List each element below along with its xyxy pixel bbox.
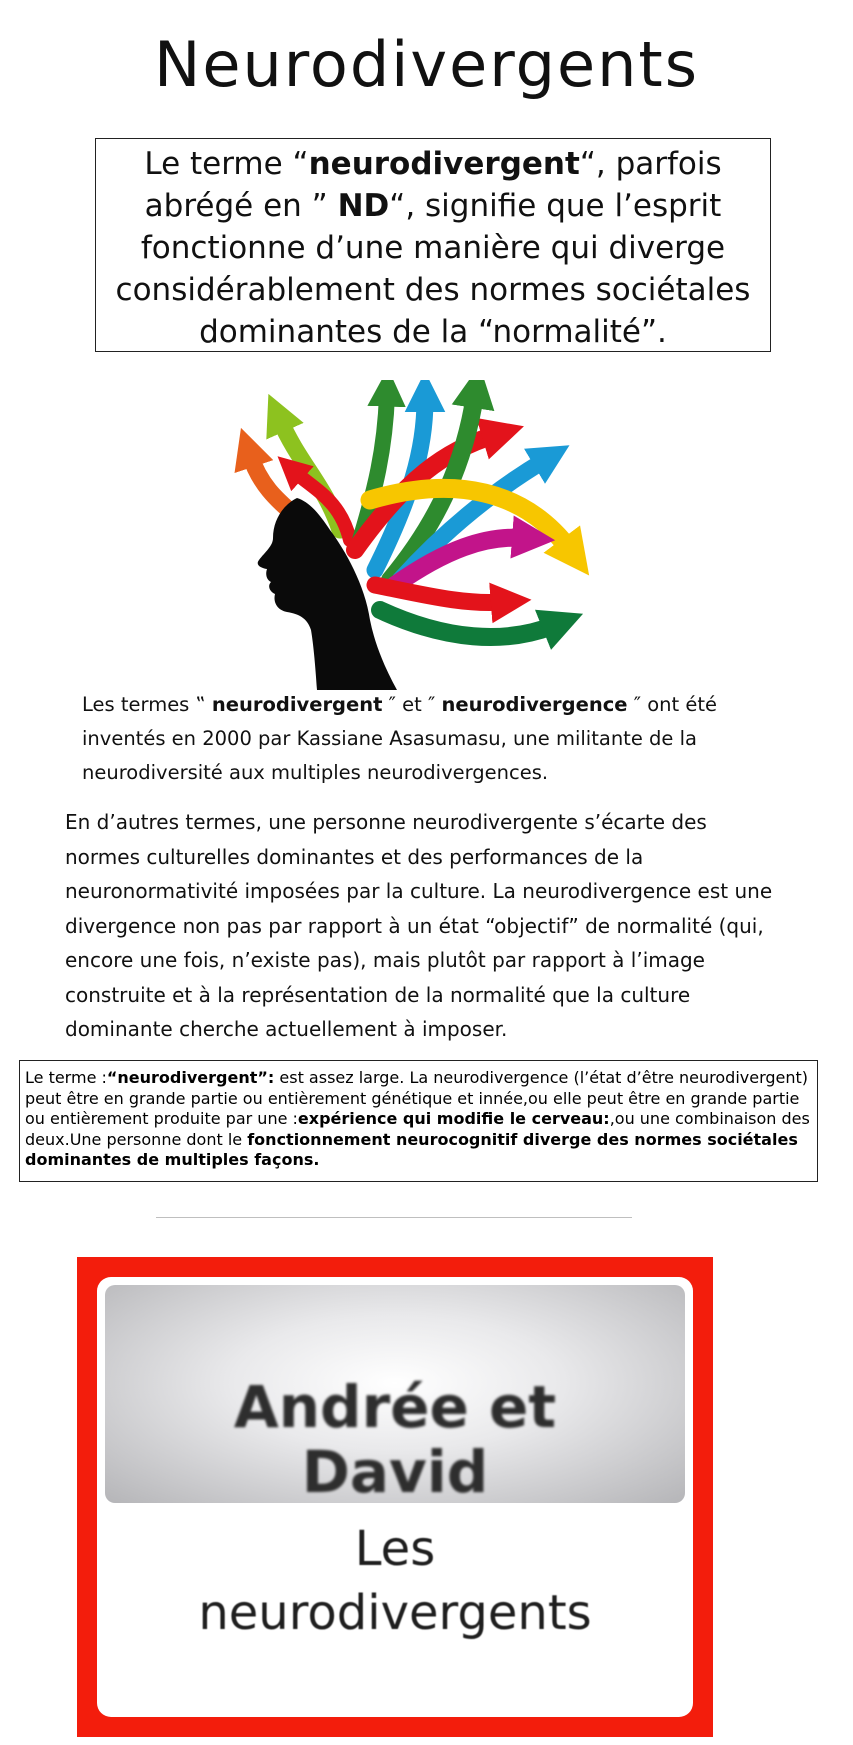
section-divider bbox=[156, 1217, 632, 1218]
book-cover-title-line-1: Les bbox=[354, 1521, 436, 1577]
origin-text-3: ″ ont été inventés en 2000 par Kassiane Asasumasu, une militante de la neurodiversité aux multiples neurodivergences. bbox=[82, 693, 717, 784]
definition-text-1: Le terme “ bbox=[144, 146, 309, 182]
definition-text-2: “, parfois abrégé en ” bbox=[144, 146, 722, 224]
book-cover-inner bbox=[97, 1277, 693, 1717]
note-bold-2: fonctionnement neurocognitif diverge des normes sociétales dominantes de multiples façons. bbox=[25, 1129, 798, 1169]
book-cover-authors bbox=[97, 1375, 693, 1505]
page-title: Neurodivergents bbox=[153, 28, 700, 101]
note-text-2: est assez large. La neurodivergence (l’état d’être neurodivergent) peut être en grande partie ou entièrement génétique et innée,ou elle peut être en grande partie ou entièrement produite par une : bbox=[25, 1068, 809, 1128]
book-cover-authors-line-2: David bbox=[301, 1438, 489, 1506]
definition-abbreviation: ND bbox=[337, 188, 390, 224]
origin-text-2: ″ et ″ bbox=[382, 693, 442, 716]
book-cover bbox=[77, 1257, 713, 1737]
origin-text-1: Les termes ‟ bbox=[82, 693, 212, 716]
note-term: “neurodivergent”: bbox=[106, 1068, 275, 1087]
explanation-paragraph: En d’autres termes, une personne neurodivergente s’écarte des normes culturelles dominantes et des performances de la neuronormativité imposées par la culture. La neurodivergence est une divergence non pas par rapport à un état “objectif” de normalité (qui, encore une fois, n’existe pas), mais plutôt par rapport à l’image construite et à la représentation de la normalité que la culture dominante cherche actuellement à imposer. bbox=[65, 810, 773, 1041]
definition-term: neurodivergent bbox=[308, 146, 580, 182]
origin-paragraph bbox=[82, 688, 782, 790]
note-box bbox=[19, 1060, 818, 1182]
note-text-3: ,ou une combinaison des deux.Une personne dont le bbox=[25, 1109, 810, 1149]
definition-box bbox=[95, 138, 771, 352]
definition-text-3: “, signifie que l’esprit fonctionne d’une manière qui diverge considérablement des normes sociétales dominantes de la “normalité”. bbox=[115, 188, 751, 350]
book-cover-authors-line-1: Andrée et bbox=[233, 1373, 557, 1441]
book-cover-title-line-2: neurodivergents bbox=[198, 1585, 592, 1641]
note-text-1: Le terme : bbox=[25, 1068, 107, 1087]
origin-term-2: neurodivergence bbox=[441, 693, 628, 716]
note-bold-1: expérience qui modifie le cerveau: bbox=[297, 1109, 610, 1128]
origin-term-1: neurodivergent bbox=[211, 693, 383, 716]
book-cover-title bbox=[97, 1517, 693, 1645]
head-with-arrows-icon bbox=[225, 380, 625, 690]
